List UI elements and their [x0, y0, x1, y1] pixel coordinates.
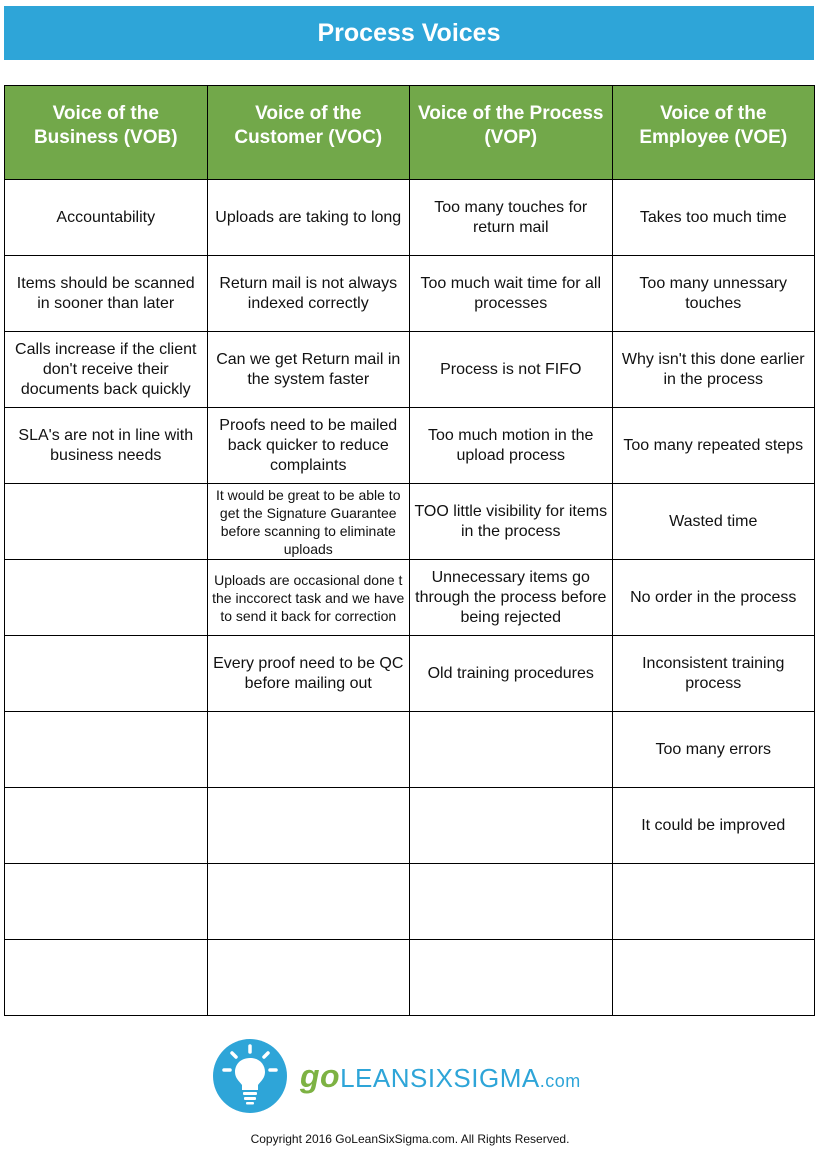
table-cell — [5, 940, 208, 1016]
table-row — [5, 408, 815, 484]
table-cell — [5, 788, 208, 864]
table-cell — [207, 788, 410, 864]
header-voe: Voice of the Employee (VOE) — [612, 86, 815, 180]
table-row — [5, 788, 815, 864]
table-cell: Wasted time — [612, 484, 815, 560]
table-cell: Every proof need to be QC before mailing out — [207, 636, 410, 712]
table-cell — [207, 940, 410, 1016]
table-cell — [5, 636, 208, 712]
table-cell — [5, 560, 208, 636]
table-cell: Calls increase if the client don't receive their documents back quickly — [5, 332, 208, 408]
table-cell: Accountability — [5, 180, 208, 256]
table-cell: It could be improved — [612, 788, 815, 864]
table-row — [5, 940, 815, 1016]
table-cell — [410, 864, 613, 940]
table-row — [5, 712, 815, 788]
header-voc: Voice of the Customer (VOC) — [207, 86, 410, 180]
table-cell: Too much motion in the upload process — [410, 408, 613, 484]
table-cell — [410, 940, 613, 1016]
table-cell: Too much wait time for all processes — [410, 256, 613, 332]
table-cell: Too many unnessary touches — [612, 256, 815, 332]
table-cell — [612, 940, 815, 1016]
lightbulb-icon — [212, 1038, 288, 1114]
table-cell: Too many errors — [612, 712, 815, 788]
header-vop: Voice of the Process (VOP) — [410, 86, 613, 180]
voices-table — [4, 85, 815, 1016]
logo-go: go — [300, 1057, 341, 1094]
goleansixsigma-logo — [212, 1038, 612, 1114]
header-row — [5, 86, 815, 180]
table-cell: SLA's are not in line with business needs — [5, 408, 208, 484]
table-cell: Can we get Return mail in the system faster — [207, 332, 410, 408]
table-row — [5, 560, 815, 636]
table-cell — [410, 788, 613, 864]
table-cell: Proofs need to be mailed back quicker to reduce complaints — [207, 408, 410, 484]
table-row — [5, 864, 815, 940]
table-cell — [5, 484, 208, 560]
table-cell: Why isn't this done earlier in the process — [612, 332, 815, 408]
table-row — [5, 180, 815, 256]
copyright-notice: Copyright 2016 GoLeanSixSigma.com. All Rights Reserved. — [250, 1132, 570, 1146]
table-row — [5, 636, 815, 712]
table-cell — [5, 864, 208, 940]
table-row — [5, 256, 815, 332]
header-vob: Voice of the Business (VOB) — [5, 86, 208, 180]
table-row — [5, 332, 815, 408]
table-cell: Return mail is not always indexed correctly — [207, 256, 410, 332]
table-cell — [207, 712, 410, 788]
table-row — [5, 484, 815, 560]
table-cell — [410, 712, 613, 788]
logo-brand: LEANSIXSIGMA — [340, 1062, 540, 1093]
table-cell: Process is not FIFO — [410, 332, 613, 408]
table-cell — [5, 712, 208, 788]
logo-wordmark — [300, 1058, 581, 1095]
table-cell: Uploads are occasional done t the inccorect task and we have to send it back for correction — [207, 560, 410, 636]
table-cell: Items should be scanned in sooner than later — [5, 256, 208, 332]
table-cell: No order in the process — [612, 560, 815, 636]
table-cell: Takes too much time — [612, 180, 815, 256]
logo-domain: .com — [539, 1070, 581, 1091]
table-cell: It would be great to be able to get the Signature Guarantee before scanning to eliminate uploads — [207, 484, 410, 560]
table-cell: Too many touches for return mail — [410, 180, 613, 256]
table-cell: Too many repeated steps — [612, 408, 815, 484]
table-cell: Inconsistent training process — [612, 636, 815, 712]
table-cell — [207, 864, 410, 940]
table-cell: TOO little visibility for items in the process — [410, 484, 613, 560]
page-title: Process Voices — [4, 6, 814, 60]
table-cell — [612, 864, 815, 940]
table-cell: Unnecessary items go through the process before being rejected — [410, 560, 613, 636]
table-cell: Old training procedures — [410, 636, 613, 712]
table-cell: Uploads are taking to long — [207, 180, 410, 256]
